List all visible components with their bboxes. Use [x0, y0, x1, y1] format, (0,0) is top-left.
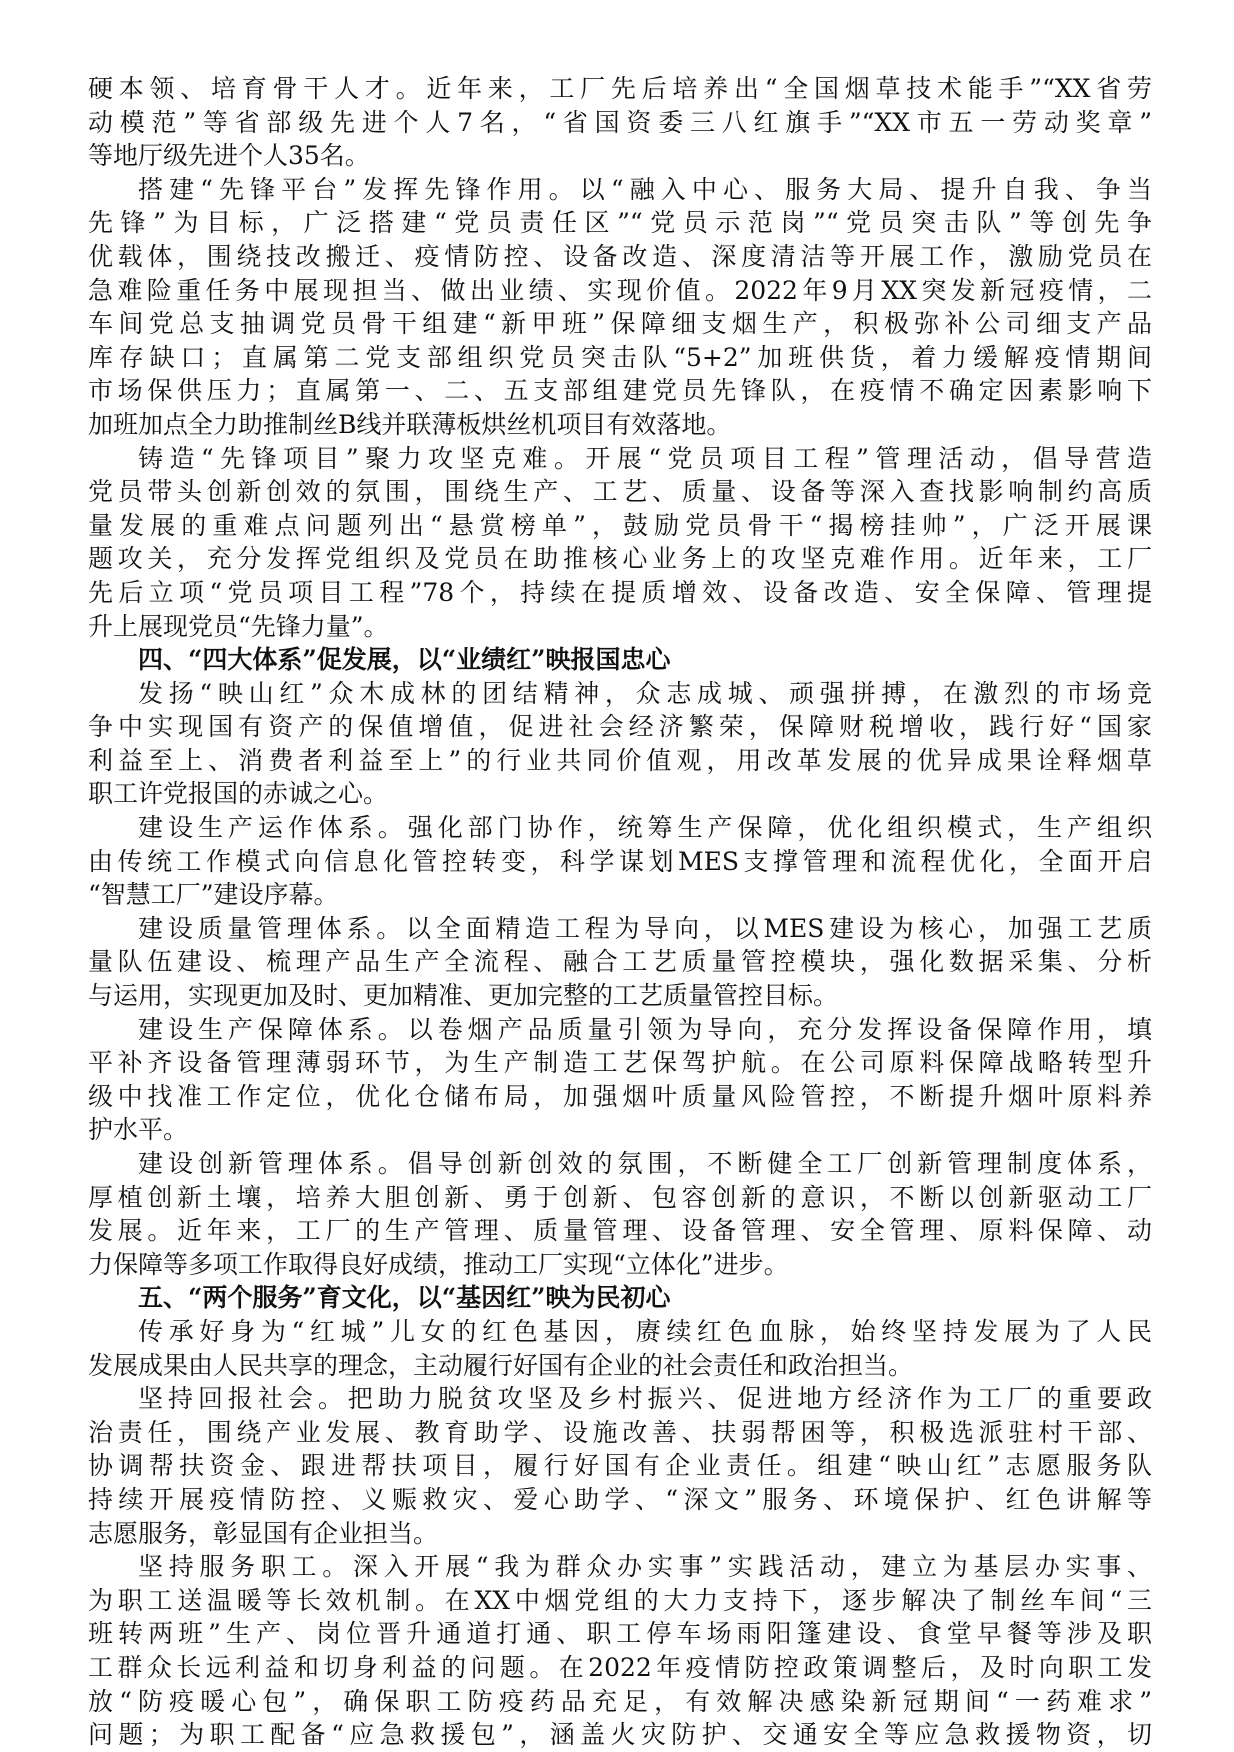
- text-line: 市场保供压力；直属第一、二、五支部组建党员先锋队，在疫情不确定因素影响下: [88, 376, 1152, 406]
- text-line: 工群众长远利益和切身利益的问题。在2022年疫情防控政策调整后，及时向职工发: [88, 1652, 1152, 1682]
- text-line: 动模范”等省部级先进个人7名，“省国资委三八红旗手”“XX市五一劳动奖章”: [88, 107, 1152, 137]
- section-heading: 四、“四大体系”促发展，以“业绩红”映报国忠心: [138, 645, 671, 675]
- paragraph-first-line: 搭建“先锋平台”发挥先锋作用。以“融入中心、服务大局、提升自我、争当: [138, 174, 1152, 204]
- text-line: 库存缺口；直属第二党支部组织党员突击队“5+2”加班供货，着力缓解疫情期间: [88, 342, 1152, 372]
- section-heading: 五、“两个服务”育文化，以“基因红”映为民初心: [138, 1283, 671, 1313]
- text-line: 题攻关，充分发挥党组织及党员在助推核心业务上的攻坚克难作用。近年来，工厂: [88, 544, 1152, 574]
- text-line: 问题；为职工配备“应急救援包”，涵盖火灾防护、交通安全等应急救援物资，切: [88, 1720, 1152, 1750]
- paragraph-first-line: 坚持回报社会。把助力脱贫攻坚及乡村振兴、促进地方经济作为工厂的重要政: [138, 1384, 1152, 1414]
- text-line: 放“防疫暖心包”，确保职工防疫药品充足，有效解决感染新冠期间“一药难求”: [88, 1686, 1152, 1716]
- text-line: 厚植创新土壤，培养大胆创新、勇于创新、包容创新的意识，不断以创新驱动工厂: [88, 1182, 1152, 1212]
- text-line: 党员带头创新创效的氛围，围绕生产、工艺、质量、设备等深入查找影响制约高质: [88, 477, 1152, 507]
- text-line: 量发展的重难点问题列出“悬赏榜单”，鼓励党员骨干“揭榜挂帅”，广泛开展课: [88, 510, 1152, 540]
- text-line: 先锋”为目标，广泛搭建“党员责任区”“党员示范岗”“党员突击队”等创先争: [88, 208, 1152, 238]
- paragraph-first-line: 坚持服务职工。深入开展“我为群众办实事”实践活动，建立为基层办实事、: [138, 1552, 1152, 1582]
- text-line: 护水平。: [88, 1115, 189, 1145]
- paragraph-first-line: 传承好身为“红城”儿女的红色基因，赓续红色血脉，始终坚持发展为了人民: [138, 1316, 1152, 1346]
- paragraph-first-line: 建设创新管理体系。倡导创新创效的氛围，不断健全工厂创新管理制度体系，: [138, 1149, 1152, 1178]
- paragraph-first-line: 建设生产保障体系。以卷烟产品质量引领为导向，充分发挥设备保障作用，填: [138, 1014, 1152, 1044]
- text-line: 职工许党报国的赤诚之心。: [88, 779, 389, 809]
- text-line: 力保障等多项工作取得良好成绩，推动工厂实现“立体化”进步。: [88, 1249, 789, 1279]
- paragraph-first-line: 铸造“先锋项目”聚力攻坚克难。开展“党员项目工程”管理活动，倡导营造: [138, 443, 1152, 473]
- text-line: 持续开展疫情防控、义赈救灾、爱心助学、“深文”服务、环境保护、红色讲解等: [88, 1484, 1152, 1514]
- text-line: 发展成果由人民共享的理念，主动履行好国有企业的社会责任和政治担当。: [88, 1350, 914, 1380]
- text-line: 平补齐设备管理薄弱环节，为生产制造工艺保驾护航。在公司原料保障战略转型升: [88, 1048, 1152, 1078]
- text-line: 急难险重任务中展现担当、做出业绩、实现价值。2022年9月XX突发新冠疫情，二: [88, 275, 1152, 305]
- text-line: 级中找准工作定位，优化仓储布局，加强烟叶质量风险管控，不断提升烟叶原料养: [88, 1081, 1152, 1111]
- paragraph-first-line: 发扬“映山红”众木成林的团结精神，众志成城、顽强拼搏，在激烈的市场竞: [138, 678, 1152, 708]
- text-line: 量队伍建设、梳理产品生产全流程、融合工艺质量管控模块，强化数据采集、分析: [88, 947, 1152, 977]
- paragraph-first-line: 建设生产运作体系。强化部门协作，统筹生产保障，优化组织模式，生产组织: [138, 813, 1152, 843]
- text-line: 硬本领、培育骨干人才。近年来，工厂先后培养出“全国烟草技术能手”“XX省劳: [88, 74, 1152, 103]
- text-line: 协调帮扶资金、跟进帮扶项目，履行好国有企业责任。组建“映山红”志愿服务队: [88, 1451, 1152, 1481]
- text-line: 优载体，围绕技改搬迁、疫情防控、设备改造、深度清洁等开展工作，激励党员在: [88, 241, 1152, 271]
- text-line: 班转两班”生产、岗位晋升通道打通、职工停车场雨阳篷建设、食堂早餐等涉及职: [88, 1619, 1152, 1649]
- text-line: 加班加点全力助推制丝B线并联薄板烘丝机项目有效落地。: [88, 409, 732, 439]
- document-page: [88, 72, 1152, 1752]
- text-line: 等地厅级先进个人35名。: [88, 141, 370, 171]
- text-line: 为职工送温暖等长效机制。在XX中烟党组的大力支持下，逐步解决了制丝车间“三: [88, 1585, 1152, 1615]
- text-line: “智慧工厂”建设序幕。: [88, 880, 339, 910]
- text-line: 车间党总支抽调党员骨干组建“新甲班”保障细支烟生产，积极弥补公司细支产品: [88, 309, 1152, 339]
- text-line: 发展。近年来，工厂的生产管理、质量管理、设备管理、安全管理、原料保障、动: [88, 1216, 1152, 1246]
- text-line: 由传统工作模式向信息化管控转变，科学谋划MES支撑管理和流程优化，全面开启: [88, 846, 1152, 876]
- text-line: 争中实现国有资产的保值增值，促进社会经济繁荣，保障财税增收，践行好“国家: [88, 712, 1152, 742]
- text-line: 利益至上、消费者利益至上”的行业共同价值观，用改革发展的优异成果诠释烟草: [88, 745, 1152, 775]
- text-line: 与运用，实现更加及时、更加精准、更加完整的工艺质量管控目标。: [88, 981, 839, 1011]
- text-line: 治责任，围绕产业发展、教育助学、设施改善、扶弱帮困等，积极选派驻村干部、: [88, 1417, 1152, 1447]
- text-line: 先后立项“党员项目工程”78个，持续在提质增效、设备改造、安全保障、管理提: [88, 577, 1152, 607]
- text-line: 志愿服务，彰显国有企业担当。: [88, 1518, 439, 1548]
- text-line: 升上展现党员“先锋力量”。: [88, 611, 389, 641]
- paragraph-first-line: 建设质量管理体系。以全面精造工程为导向，以MES建设为核心，加强工艺质: [138, 913, 1152, 943]
